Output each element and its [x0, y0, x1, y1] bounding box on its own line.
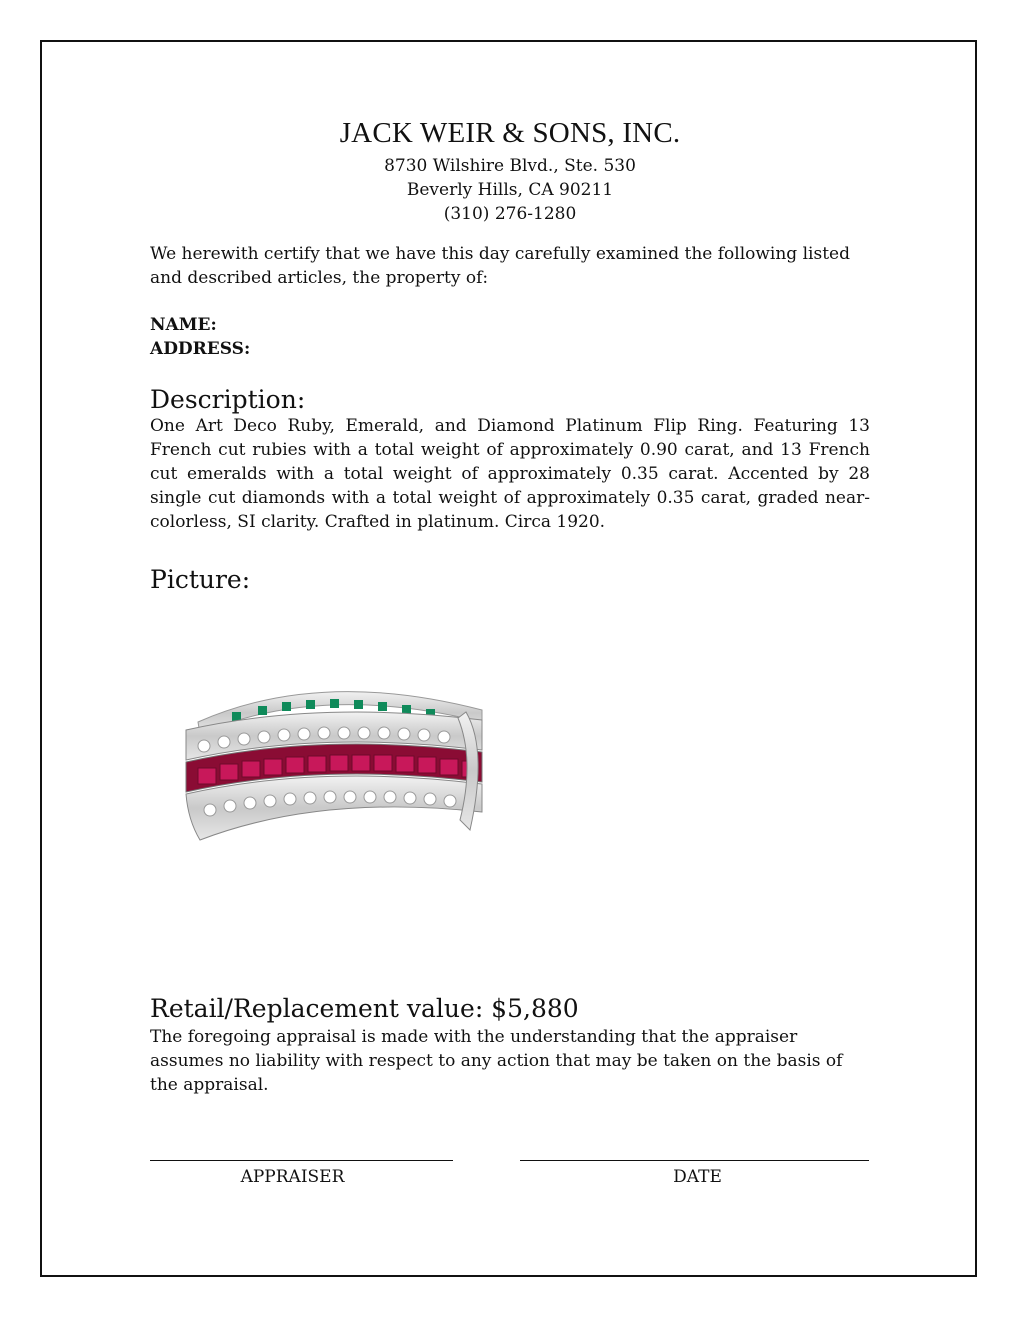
ring-image: [170, 660, 500, 870]
appraiser-signature-line: [150, 1160, 453, 1161]
description-text: One Art Deco Ruby, Emerald, and Diamond Platinum Flip Ring. Featuring 13 French cut rubies with a total weight of approximately 0.90 carat, and 13 French cut emeralds with a total weight of approximately 0.35 carat. Accented by 28 single cut diamonds with a total weight of approximately 0.35 carat, graded near-colorless, SI clarity. Crafted in platinum. Circa 1920.: [150, 416, 870, 532]
date-label: DATE: [673, 1167, 722, 1187]
owner-fields: [150, 313, 870, 361]
retail-value-heading: Retail/Replacement value: $5,880: [150, 994, 579, 1023]
date-signature-line: [520, 1160, 869, 1161]
picture-heading: Picture:: [150, 565, 251, 594]
certification-intro: We herewith certify that we have this day carefully examined the following listed and described articles, the property of:: [150, 244, 850, 288]
description-heading: Description:: [150, 385, 306, 414]
company-name: JACK WEIR & SONS, INC.: [339, 117, 681, 149]
appraisal-disclaimer: The foregoing appraisal is made with the understanding that the appraiser assumes no liability with respect to any action that may be taken on the basis of the appraisal.: [150, 1027, 843, 1095]
appraiser-label: APPRAISER: [240, 1167, 345, 1187]
letterhead: [0, 116, 1020, 226]
address-line-1: 8730 Wilshire Blvd., Ste. 530: [384, 156, 636, 176]
phone-number: (310) 276-1280: [443, 204, 577, 224]
name-label: NAME:: [150, 315, 217, 335]
address-line-2: Beverly Hills, CA 90211: [406, 180, 614, 200]
address-label: ADDRESS:: [150, 339, 251, 359]
